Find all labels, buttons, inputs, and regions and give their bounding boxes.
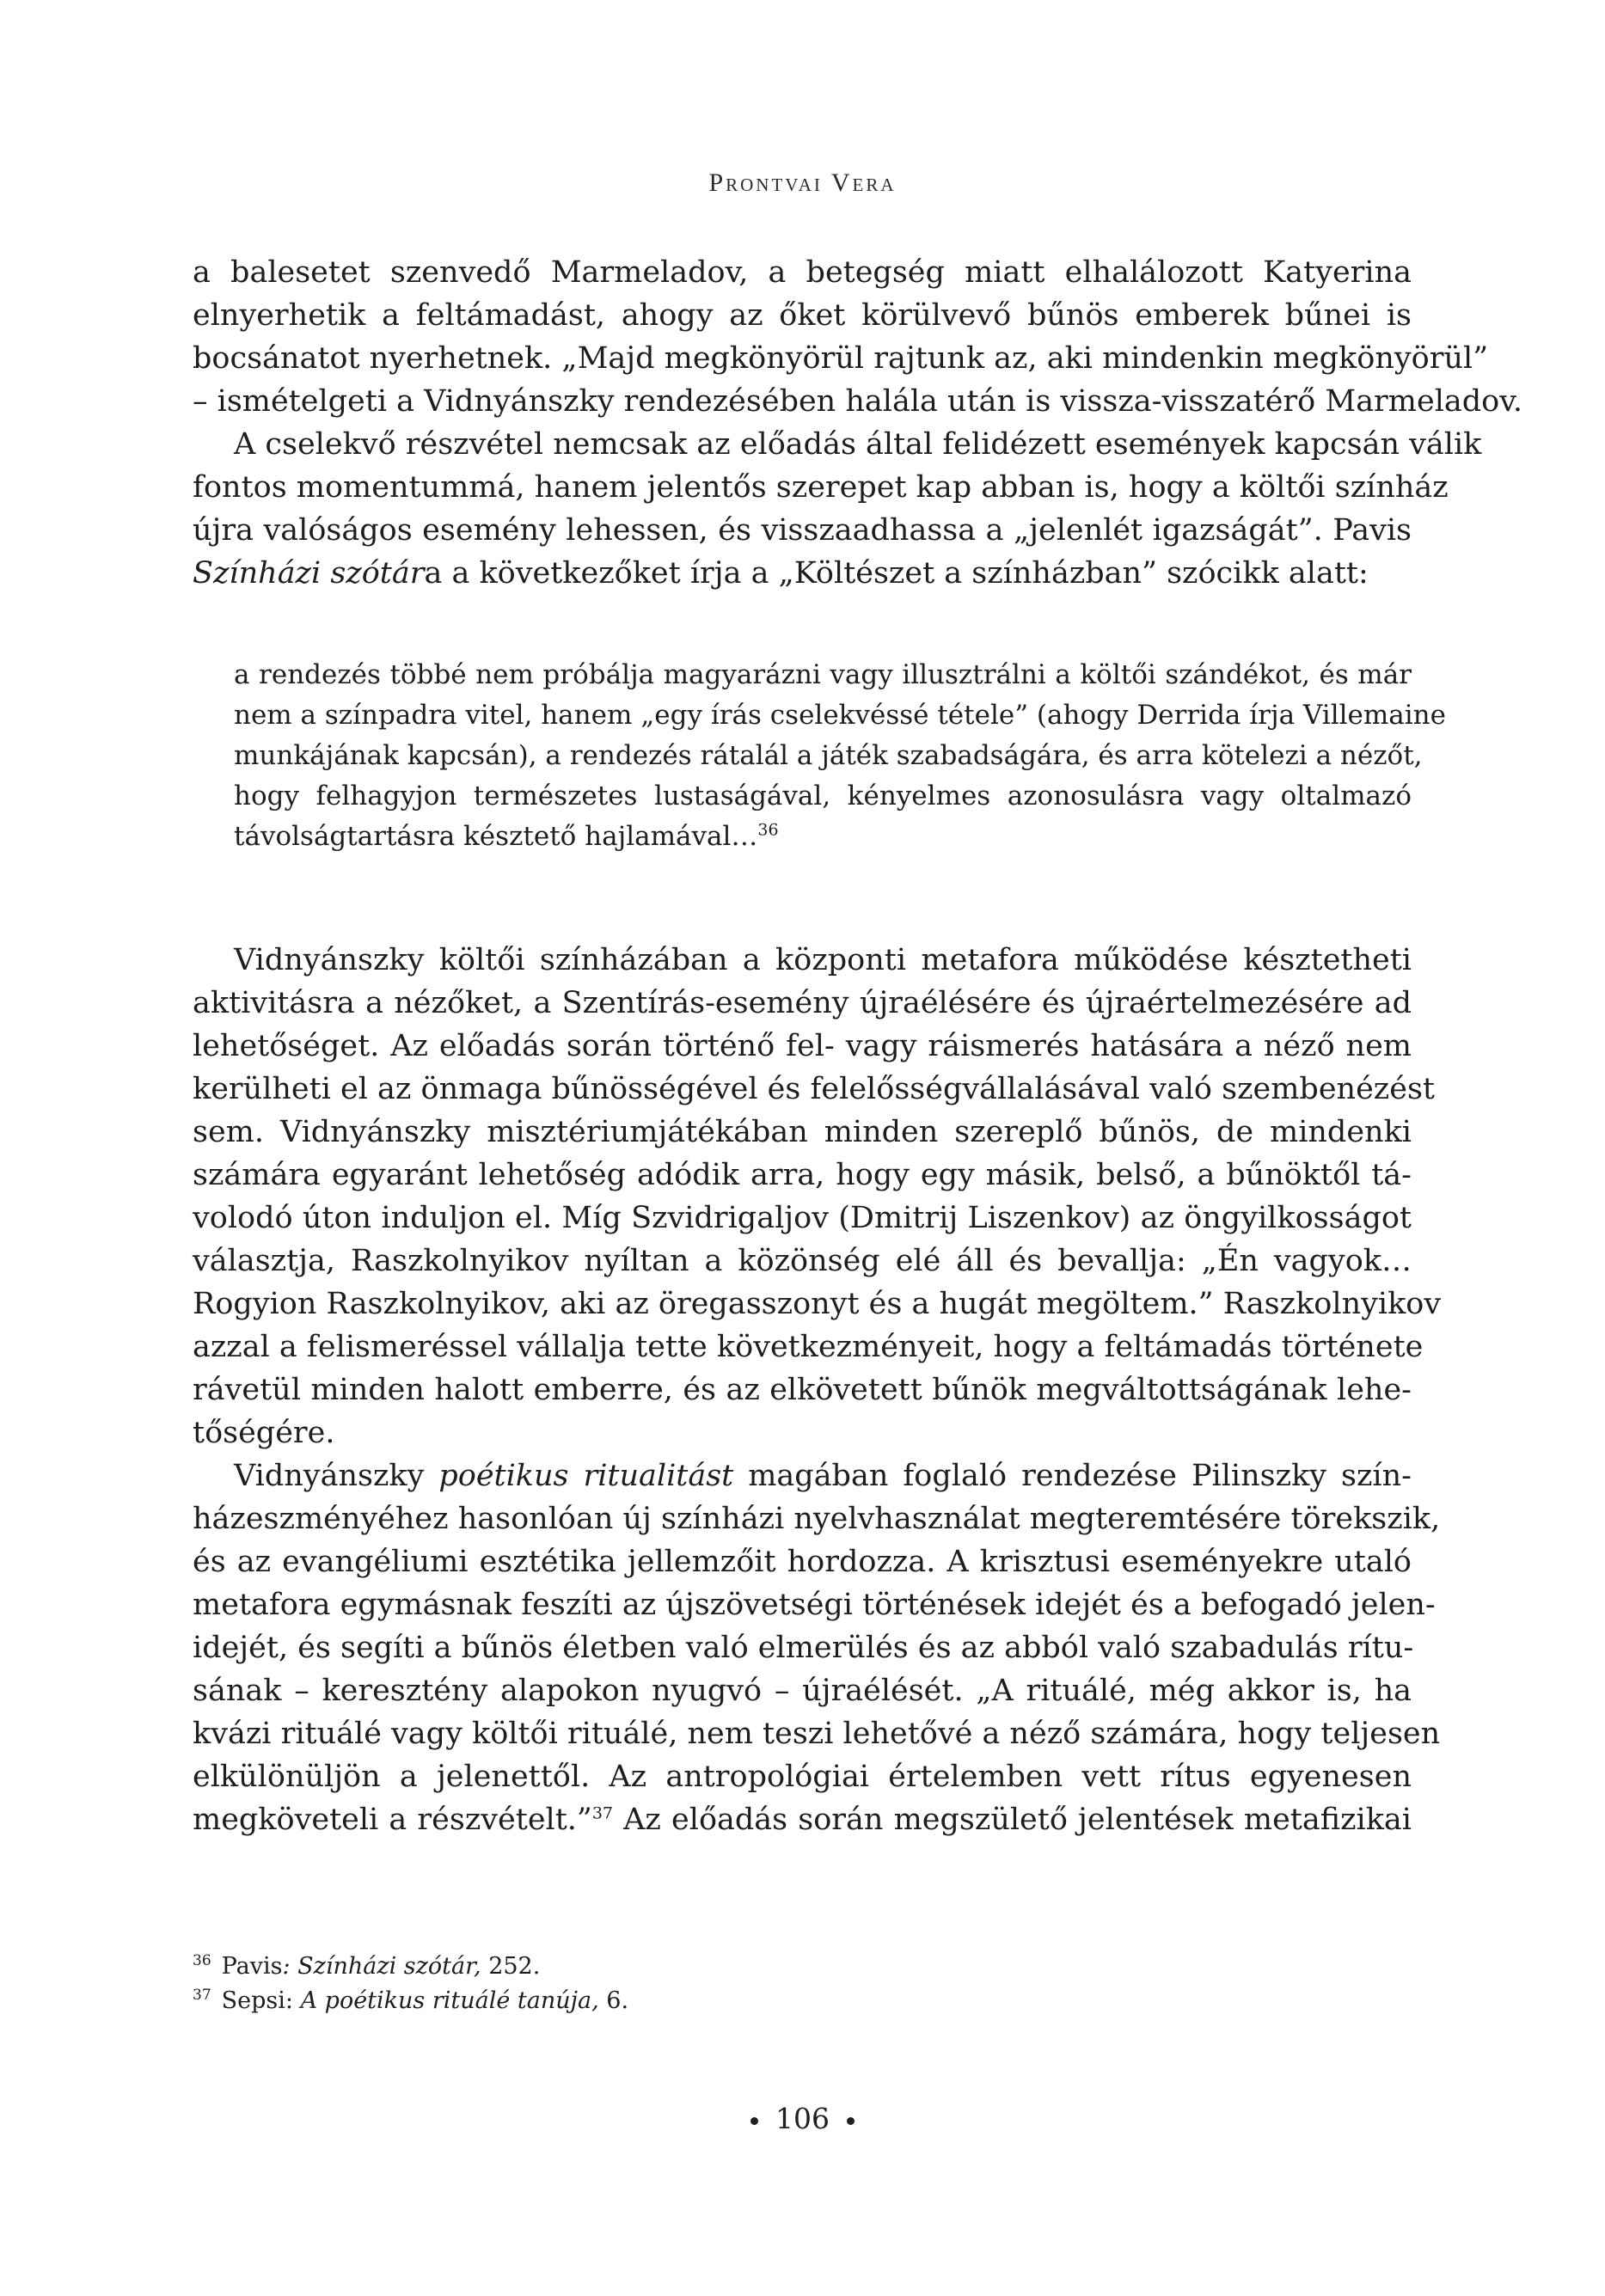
text-line: rávetül minden halott emberre, és az elkövetett bűnök megváltottságának lehe- — [193, 1373, 1412, 1407]
text-line: számára egyaránt lehetőség adódik arra, hogy egy másik, belső, a bűnöktől tá- — [193, 1158, 1412, 1192]
footnotes — [193, 1950, 1412, 2018]
page-number — [0, 2102, 1605, 2135]
text-line: azzal a felismeréssel vállalja tette következményeit, hogy a feltámadás története — [193, 1330, 1424, 1364]
page-number-text: 106 — [775, 2102, 830, 2135]
quote-line: nem a színpadra vitel, hanem „egy írás cselekvéssé tétele” (ahogy Derrida írja Villemaine — [234, 700, 1446, 731]
text-line: újra valóságos esemény lehessen, és visszaadhassa a „jelenlét igazságát”. Pavis — [193, 513, 1412, 548]
text-line: kerülheti el az önmaga bűnösségével és felelősségvállalásával való szembenézést — [193, 1072, 1435, 1106]
footnote — [193, 1950, 1412, 1984]
paragraph-2 — [193, 423, 1482, 595]
text-run: távolságtartásra késztető hajlamával… — [234, 821, 758, 852]
text-line: a balesetet szenvedő Marmeladov, a betegség miatt elhalálozott Katyerina — [193, 255, 1412, 290]
footnote — [193, 1984, 1412, 2018]
footnote-sep: : — [285, 1987, 301, 2014]
text-line: fontos momentummá, hanem jelentős szerepet kap abban is, hogy a költői színház — [193, 470, 1449, 505]
text-run: megköveteli a részvételt.” — [193, 1803, 592, 1837]
paragraph-3 — [193, 939, 1442, 1454]
text-line: metafora egymásnak feszíti az újszövetségi történések idejét és a befogadó jelen- — [193, 1588, 1436, 1622]
text-line: házeszményéhez hasonlóan új színházi nyelvhasználat megteremtésére törekszik, — [193, 1502, 1441, 1536]
quote-line — [234, 817, 1412, 857]
footnote-number: 37 — [193, 1987, 211, 2004]
footnote-title: A poétikus rituálé tanúja, — [300, 1987, 599, 2014]
footnote-title: Színházi szótár, — [297, 1953, 481, 1980]
text-line: – ismételgeti a Vidnyánszky rendezésében halála után is vissza-visszatérő Marmeladov. — [193, 384, 1522, 419]
text-line: idejét, és segíti a bűnös életben való elmerülés és az abból való szabadulás rítu- — [193, 1631, 1414, 1665]
running-head: Prontvai Vera — [708, 168, 897, 197]
quote-line: a rendezés többé nem próbálja magyarázni vagy illusztrálni a költői szándékot, és már — [234, 659, 1412, 690]
text-line: A cselekvő részvétel nemcsak az előadás által felidézett események kapcsán válik — [234, 427, 1482, 462]
text-line: Rogyion Raszkolnyikov, aki az öregasszonyt és a hugát megöltem.” Raszkolnyikov — [193, 1287, 1442, 1321]
text-line — [193, 1454, 1412, 1497]
footnote-author: Sepsi — [221, 1987, 285, 2014]
footnote-pages: 252. — [481, 1953, 541, 1980]
text-line: sem. Vidnyánszky misztériumjátékában minden szereplő bűnös, de mindenki — [193, 1115, 1412, 1149]
text-line: Vidnyánszky költői színházában a központi metafora működése késztetheti — [234, 943, 1412, 977]
text-line — [193, 1798, 1412, 1841]
text-line: kvázi rituálé vagy költői rituálé, nem teszi lehetővé a néző számára, hogy teljesen — [193, 1717, 1441, 1751]
text-line: bocsánatot nyerhetnek. „Majd megkönyörül rajtunk az, aki mindenkin megkönyörül” — [193, 341, 1489, 376]
text-line: volodó úton induljon el. Míg Szvidrigaljov (Dmitrij Liszenkov) az öngyilkosságot — [193, 1201, 1412, 1235]
text-line: elkülönüljön a jelenettől. Az antropológiai értelemben vett rítus egyenesen — [193, 1760, 1412, 1794]
italic-title: Színházi szótár — [193, 556, 425, 591]
text-line — [193, 552, 1412, 595]
text-run: Az előadás során megszülető jelentések metafizikai — [613, 1803, 1412, 1837]
paragraph-1 — [193, 251, 1522, 423]
text-run: magában foglaló rendezése Pilinszky szín- — [733, 1459, 1412, 1493]
footnote-number: 36 — [193, 1952, 211, 1969]
bullet-icon — [847, 2117, 855, 2125]
quote-line: hogy felhagyjon természetes lustaságával, kényelmes azonosulásra vagy oltalmazó — [234, 781, 1412, 811]
footnote-author: Pavis — [221, 1953, 283, 1980]
text-line: és az evangéliumi esztétika jellemzőit hordozza. A krisztusi eseményekre utaló — [193, 1545, 1412, 1579]
text-run: Vidnyánszky — [234, 1459, 439, 1493]
text-line: aktivitásra a nézőket, a Szentírás-esemény újraélésére és újraértelmezésére ad — [193, 986, 1412, 1020]
footnote-ref[interactable]: 36 — [757, 820, 779, 840]
text-line: tőségére. — [193, 1416, 335, 1450]
paragraph-4 — [193, 1454, 1441, 1841]
footnote-pages: 6. — [598, 1987, 629, 2014]
text-line: lehetőséget. Az előadás során történő fel- vagy ráismerés hatására a néző nem — [193, 1029, 1412, 1063]
quote-line: munkájának kapcsán), a rendezés rátalál a játék szabadságára, és arra kötelezi a nézőt, — [234, 740, 1423, 771]
footnote-sep: : — [282, 1953, 298, 1980]
text-line: sának – keresztény alapokon nyugvó – újraélését. „A rituálé, még akkor is, ha — [193, 1674, 1412, 1708]
footnote-ref[interactable]: 37 — [591, 1803, 613, 1823]
text-line: választja, Raszkolnyikov nyíltan a közönség elé áll és bevallja: „Én vagyok… — [193, 1244, 1412, 1278]
text-run: a a következőket írja a „Költészet a színházban” szócikk alatt: — [424, 556, 1369, 591]
italic-term: poétikus ritualitást — [438, 1459, 734, 1493]
bullet-icon — [750, 2117, 758, 2125]
block-quote — [234, 655, 1446, 857]
text-line: elnyerhetik a feltámadást, ahogy az őket körülvevő bűnös emberek bűnei is — [193, 298, 1412, 333]
